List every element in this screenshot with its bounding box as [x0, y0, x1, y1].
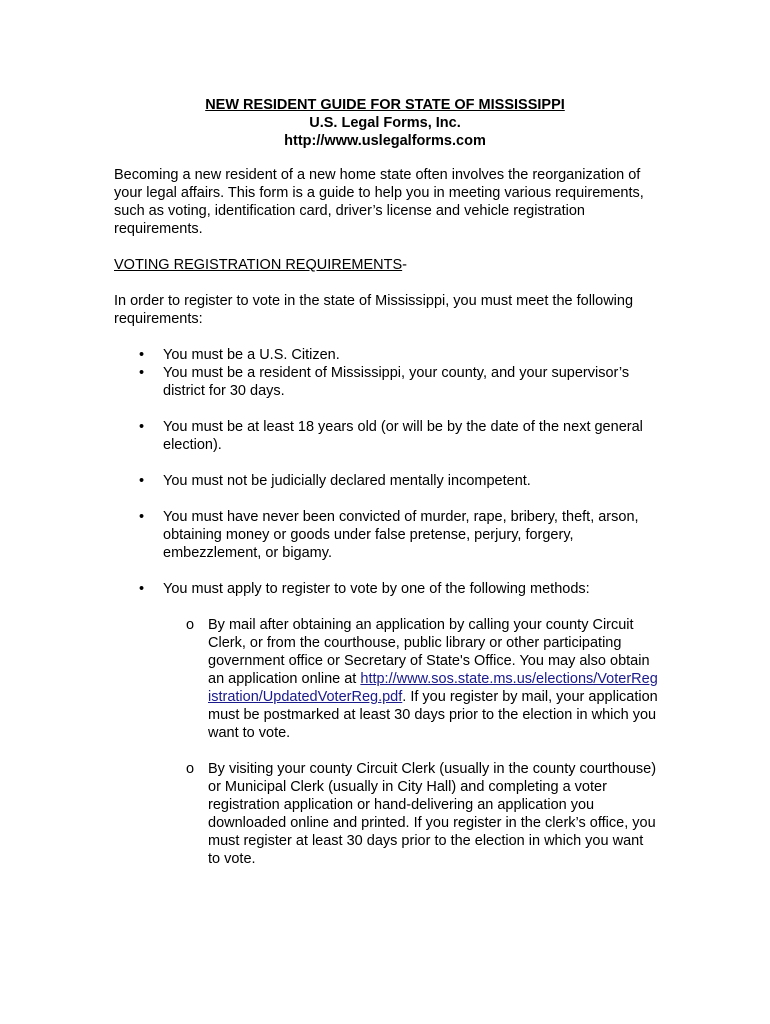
company-url: http://www.uslegalforms.com [284, 133, 486, 149]
list-item [114, 508, 659, 562]
list-item [114, 580, 659, 598]
method-item-visit [186, 760, 658, 868]
requirements-lead: In order to register to vote in the state of Mississippi, you must meet the following requirements: [114, 293, 634, 327]
section-heading-suffix: - [402, 257, 407, 273]
list-item-text: You must be a resident of Mississippi, your county, and your supervisor’s district for 30 days. [163, 365, 630, 399]
sub-bullet-icon: o [186, 761, 195, 777]
page-title: NEW RESIDENT GUIDE FOR STATE OF MISSISSIPPI [205, 97, 565, 113]
registration-methods-list [186, 616, 658, 868]
bullet-icon: • [139, 581, 145, 597]
section-heading-text: VOTING REGISTRATION REQUIREMENTS [114, 257, 403, 273]
list-item [114, 364, 659, 400]
bullet-icon: • [139, 473, 145, 489]
requirements-list [114, 346, 659, 598]
method-mail-text-before: By mail after obtaining an application by calling your county Circuit Clerk, or from the courthouse, public library or other participating government office or Secretary of State's Office. You may also obtain an application online at [208, 617, 650, 687]
list-item-text: You must apply to register to vote by one of the following methods: [163, 581, 590, 597]
list-item-text: You must be a U.S. Citizen. [163, 347, 340, 363]
method-visit-text: By visiting your county Circuit Clerk (usually in the county courthouse) or Municipal Clerk (usually in City Hall) and completing a voter registration application or hand-delivering an application you downloaded online and printed. If you register in the clerk’s office, you must register at least 30 days prior to the election in which you want to vote. [208, 761, 657, 867]
section-heading [114, 256, 659, 274]
method-item-mail [186, 616, 658, 742]
sub-bullet-icon: o [186, 617, 195, 633]
list-item [114, 346, 659, 364]
list-item-text: You must be at least 18 years old (or will be by the date of the next general election). [163, 419, 643, 453]
bullet-icon: • [139, 419, 145, 435]
bullet-icon: • [139, 365, 145, 381]
list-item-text: You must not be judicially declared mentally incompetent. [163, 473, 531, 489]
bullet-icon: • [139, 509, 145, 525]
list-item-text: You must have never been convicted of murder, rape, bribery, theft, arson, obtaining money or goods under false pretense, perjury, forgery, embezzlement, or bigamy. [163, 509, 639, 561]
list-item [114, 472, 659, 490]
voter-registration-form-link[interactable]: http://www.sos.state.ms.us/elections/VoterRegistration/UpdatedVoterReg.pdf [208, 671, 658, 705]
document-header [0, 96, 770, 150]
company-name: U.S. Legal Forms, Inc. [309, 115, 461, 131]
list-item [114, 418, 659, 454]
bullet-icon: • [139, 347, 145, 363]
intro-paragraph: Becoming a new resident of a new home state often involves the reorganization of your legal affairs. This form is a guide to help you in meeting various requirements, such as voting, identification card, driver’s license and vehicle registration requirements. [114, 167, 644, 237]
method-mail-text-after: . If you register by mail, your application must be postmarked at least 30 days prior to the election in which you want to vote. [208, 689, 658, 741]
